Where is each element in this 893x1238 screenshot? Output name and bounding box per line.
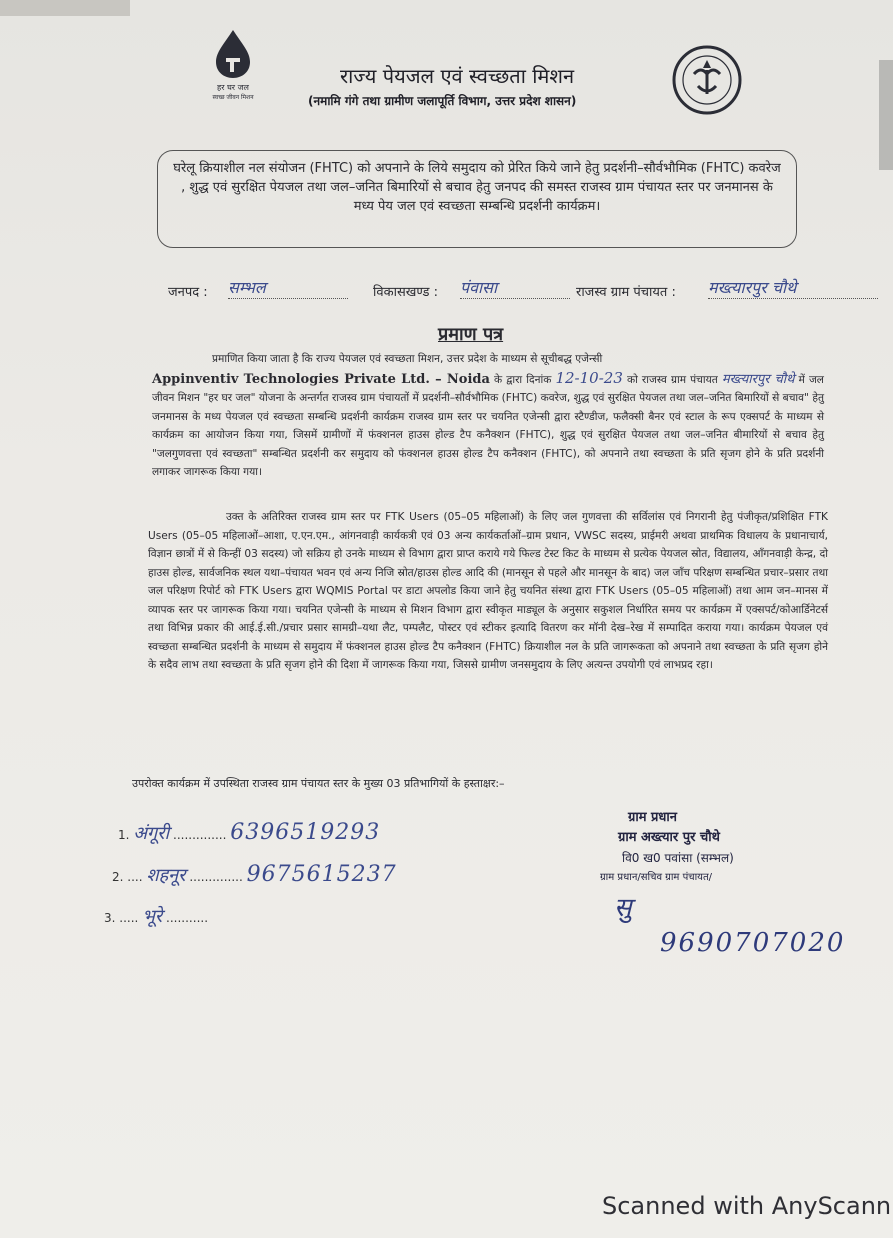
org-subtitle: (नमामि गंगे तथा ग्रामीण जलापूर्ति विभाग, उत्तर प्रदेश शासन)	[308, 94, 577, 108]
pradhan-signature: सु	[614, 893, 632, 923]
signature-note: उपरोक्त कार्यक्रम में उपस्थिता राजस्व ग्राम पंचायत स्तर के मुख्य 03 प्रतिभागियों के हस्ताक्षर:–	[132, 777, 505, 790]
participant-num: 3.	[104, 911, 116, 925]
participant-phone: 9675615237	[246, 862, 397, 887]
panchayat-label: राजस्व ग्राम पंचायत :	[576, 285, 676, 300]
org-title: राज्य पेयजल एवं स्वच्छता मिशन	[340, 64, 575, 88]
subject-box: घरेलू क्रियाशील नल संयोजन (FHTC) को अपनाने के लिये समुदाय को प्रेरित किये जाने हेतु प्रदर्शनी–सौर्वभौमिक (FHTC) कवरेज , शुद्ध एवं सुरक्षित पेयजल तथा जल–जनित बिमारियों से बचाव हेतु जनपद की समस्त राजस्व ग्राम पंचायत स्तर पर जनमानस के मध्य पेय जल एवं स्वच्छता सम्बन्धि प्रदर्शनी कार्यक्रम।	[157, 150, 797, 248]
stamp-line-4: ग्राम प्रधान/सचिव ग्राम पंचायत/	[600, 872, 713, 883]
stamp-line-2: ग्राम अख्त्यार पुर चौथे	[618, 830, 720, 845]
agency-name: Appinventiv Technologies Private Ltd. – Noida	[152, 371, 490, 387]
district-value: सम्भल	[228, 276, 348, 299]
har-ghar-jal-logo	[198, 28, 268, 108]
block-label: विकासखण्ड :	[373, 285, 439, 300]
participant-3: 3. ..... भूरे ...........	[104, 906, 209, 927]
participant-num: 1.	[118, 828, 130, 842]
certificate-heading: प्रमाण पत्र	[438, 324, 504, 345]
page-edge	[879, 60, 893, 170]
block-value: पंवासा	[460, 276, 570, 299]
participant-num: 2.	[112, 870, 124, 884]
pradhan-stamp	[600, 808, 800, 888]
scanner-watermark: Scanned with AnyScann	[602, 1192, 892, 1220]
program-date: 12-10-23	[555, 368, 623, 387]
pradhan-phone: 9690707020	[660, 928, 846, 958]
para1-intro: प्रमाणित किया जाता है कि राज्य पेयजल एवं स्वच्छता मिशन, उत्तर प्रदेश के माध्यम से सूचीबद्ध एजेन्सी	[212, 353, 603, 365]
page-fold	[0, 0, 130, 16]
participant-name: अंगूरी	[133, 823, 170, 844]
participant-2: 2. .... शहनूर .............. 9675615237	[112, 862, 397, 887]
para2-body: उक्त के अतिरिक्त राजस्व ग्राम स्तर पर FTK Users (05–05 महिलाओं) के लिए जल गुणवत्ता की सर्विलांस एवं निगरानी हेतु पंजीकृत/प्रशिक्षित FTK Users (05–05 महिलाओं–आशा, ए.एन.एम., आंगनवाड़ी कार्यकत्री एवं 03 अन्य कार्यकर्ताओं–ग्राम प्रधान, VWSC सदस्य, प्राईमरी अथवा प्राथमिक विधालय के प्रधानाचार्य, विज्ञान छात्रों में से किन्हीं 03 सदस्य) जो सक्रिय हो उनके माध्यम से विभाग द्वारा प्राप्त कराये गये फिल्ड टेस्ट किट के माध्यम से प्रत्येक पेयजल स्रोत, विद्यालय, आँगनवाड़ी केन्द्र, दो हाउस होल्ड, सार्वजनिक स्थल यथा–पंचायत भवन एवं अन्य निजि स्रोत/हाउस होल्ड आदि की (मानसून से पहले और मानसून के बाद) जल जाँच परिक्षण सम्बन्धित प्रचार–प्रसार तथा जल परिक्षण रिपोर्ट को FTK Users द्वारा WQMIS Portal पर डाटा अपलोड किया जाने हेतु चयनित संस्था द्वारा FTK Users (05–05 महिलाओं) तथा आम जन–मानस में व्यापक स्तर पर जागरूक किया गया। चयनित एजेन्सी के माध्यम से मिशन विभाग द्वारा स्वीकृत माड्यूल के अनुसार सकुशल निर्धारित समय पर कार्यक्रम में एक्सपर्ट/कोआर्डिनेटर्स तथा विभिन्न प्रकार की आई.ई.सी./प्रचार प्रसार सामग्री–यथा लैट, पम्पलैट, पोस्टर एवं स्टीकर इत्यादि वितरण कर मॉनी देख–रेख में सम्पादित कराया गया। कार्यक्रम पेयजल एवं स्वच्छता सम्बन्धित प्रदर्शनी के माध्यम से समुदाय में फंक्शनल हाउस होल्ड टैप कनैक्शन (FHTC) क्रियाशील नल के प्रति जागरूकता को अपनाने तथा स्वच्छता के प्रति सृजग होने के सदैव लाभ तथा स्वच्छता के प्रति सृजग होने की दिशा में जागरूक किया गया, जिससे ग्रामीण जनसमुदाय के लिए अत्यन्त उपयोगी एवं लाभप्रद रहा।	[148, 511, 828, 671]
participant-name: शहनूर	[146, 865, 186, 886]
para1-after-date: को राजस्व ग्राम पंचायत	[626, 373, 718, 386]
logo-caption-2: स्वच्छ जीवन मिशन	[212, 94, 254, 101]
village-name: मख्त्यारपुर चौथे	[721, 371, 795, 387]
panchayat-value: मख्त्यारपुर चौथे	[708, 276, 878, 299]
up-govt-emblem	[668, 44, 746, 116]
para1-after-company: के द्वारा दिनांक	[494, 373, 552, 386]
stamp-line-1: ग्राम प्रधान	[628, 810, 677, 825]
logo-caption-1: हर घर जल	[217, 83, 249, 92]
participant-phone: 6396519293	[230, 820, 381, 845]
para1-body: में जल जीवन मिशन "हर घर जल" योजना के अन्तर्गत राजस्व ग्राम पंचायतों में प्रदर्शनी–सौर्वभौमिक (FHTC) कवरेज, शुद्ध एवं सुरक्षित पेयजल तथा जल–जनित बिमारियों से बचाव" हेतु जनमानस के मध्य पेयजल एवं स्वच्छता सम्बन्धि प्रदर्शनी कार्यक्रम राजस्व ग्राम स्तर पर चयनित एजेन्सी द्वारा स्टैण्डीज, फलैक्सी बैनर एवं स्टाल के रूप एक्सपर्ट के माध्यम से कार्यक्रम का आयोजन किया गया, जिसमें ग्रामीणों में फंक्शनल हाउस होल्ड टैप कनैक्शन (FHTC), शुद्ध एवं सुरक्षित पेयजल तथा जल–जनित बीमारियों से बचाव हेतु "जलगुणवत्ता एवं स्वच्छता" सम्बन्धित प्रदर्शनी कर समुदाय को फंक्शनल हाउस होल्ड टैप कनैक्शन (FHTC), को अपनाने तथा स्वच्छता के प्रति सृजग होने के प्रति प्रदर्शनी लगाकर जागरूक किया गया।	[152, 373, 824, 478]
stamp-line-3: वि0 ख0 पवांसा (सम्भल)	[622, 851, 734, 865]
district-label: जनपद :	[168, 285, 208, 300]
participant-1: 1. अंगूरी .............. 6396519293	[118, 820, 381, 845]
paragraph-2	[148, 508, 828, 675]
paragraph-1	[152, 350, 824, 482]
participant-name: भूरे	[142, 906, 163, 927]
